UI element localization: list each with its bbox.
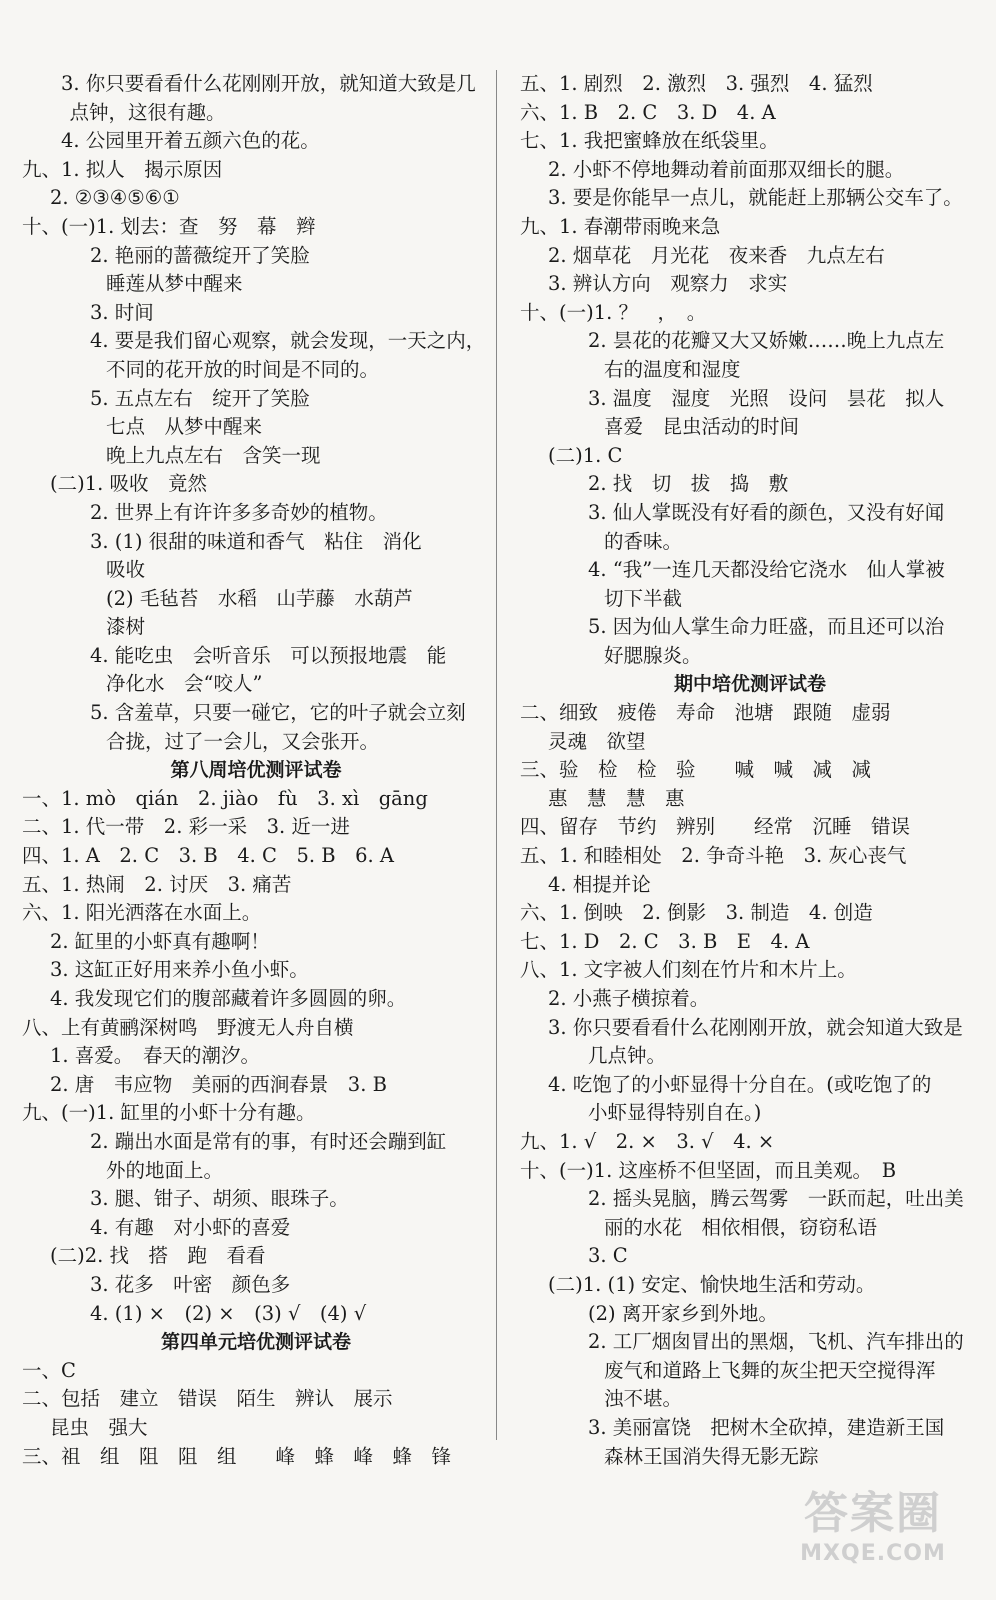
section-title: 第四单元培优测评试卷 — [160, 1331, 351, 1354]
answer-line: 浊不堪。 — [604, 1387, 683, 1411]
watermark-url: MXQE.COM — [800, 1541, 946, 1566]
answer-line: 丽的水花 相依相偎，窃窃私语 — [604, 1215, 878, 1239]
answer-line: 5. 五点左右 绽开了笑脸 — [90, 386, 310, 410]
answer-line: 3. 温度 湿度 光照 设问 昙花 拟人 — [588, 386, 945, 410]
answer-line: (二)2. 找 搭 跑 看看 — [50, 1244, 266, 1268]
answer-line: 2. 找 切 拔 捣 敷 — [588, 472, 789, 496]
answer-line: (二)1. 吸收 竟然 — [50, 472, 208, 496]
answer-line: 好腮腺炎。 — [604, 643, 702, 667]
answer-line: 3. 美丽富饶 把树木全砍掉，建造新王国 — [588, 1415, 945, 1439]
answer-line: 二、1. 代一带 2. 彩一采 3. 近一进 — [22, 815, 350, 839]
answer-line: 4. 吃饱了的小虾显得十分自在。(或吃饱了的 — [548, 1072, 932, 1096]
answer-line: 森林王国消失得无影无踪 — [604, 1444, 819, 1468]
answer-line: 4. 能吃虫 会听音乐 可以预报地震 能 — [90, 643, 447, 667]
answer-line: 3. 要是你能早一点儿，就能赶上那辆公交车了。 — [548, 186, 963, 210]
answer-line: 3. 这缸正好用来养小鱼小虾。 — [50, 958, 309, 982]
answer-line: 九、(一)1. 缸里的小虾十分有趣。 — [22, 1101, 316, 1125]
answer-line: 七点 从梦中醒来 — [106, 415, 263, 439]
answer-line: 2. 小虾不停地舞动着前面那双细长的腿。 — [548, 157, 905, 181]
answer-line: 九、1. 春潮带雨晚来急 — [520, 214, 721, 238]
answer-line: 2. 工厂烟囱冒出的黑烟，飞机、汽车排出的 — [588, 1330, 964, 1354]
answer-line: 5. 含羞草，只要一碰它，它的叶子就会立刻 — [90, 701, 466, 725]
answer-line: 4. 我发现它们的腹部藏着许多圆圆的卵。 — [50, 987, 407, 1010]
answer-line: 十、(一)1. 这座桥不但坚固，而且美观。 B — [520, 1158, 897, 1182]
answer-line: 2. 世界上有许许多多奇妙的植物。 — [90, 500, 388, 524]
answer-line: 漆树 — [106, 615, 146, 639]
answer-line: 七、1. 我把蜜蜂放在纸袋里。 — [520, 129, 779, 153]
answer-line: 3. 仙人掌既没有好看的颜色，又没有好闻 — [588, 500, 945, 524]
answer-line: 三、验 检 检 验 喊 喊 减 减 — [520, 758, 872, 782]
answer-line: 几点钟。 — [588, 1044, 667, 1068]
answer-line: 睡莲从梦中醒来 — [106, 272, 243, 296]
answer-line: 切下半截 — [604, 586, 683, 610]
answer-line: 4. 要是我们留心观察，就会发现，一天之内， — [90, 329, 486, 353]
answer-line: 2. 唐 韦应物 美丽的西涧春景 3. B — [50, 1072, 387, 1096]
answer-line: 五、1. 和睦相处 2. 争奇斗艳 3. 灰心丧气 — [520, 844, 907, 868]
answer-line: 二、细致 疲倦 寿命 池塘 跟随 虚弱 — [520, 701, 891, 725]
answer-line: 5. 因为仙人掌生命力旺盛，而且还可以治 — [588, 615, 945, 639]
answer-line: 2. ②③④⑤⑥① — [50, 186, 180, 210]
answer-line: 晚上九点左右 含笑一现 — [106, 443, 321, 467]
answer-line: 十、(一)1. 划去：查 努 幕 辫 — [22, 214, 316, 238]
answer-line: 五、1. 热闹 2. 讨厌 3. 痛苦 — [22, 872, 292, 896]
answer-line: 2. 缸里的小虾真有趣啊！ — [50, 929, 270, 953]
answer-line: 的香味。 — [604, 529, 683, 553]
left-column — [22, 70, 490, 1471]
answer-line: 六、1. 倒映 2. 倒影 3. 制造 4. 创造 — [520, 901, 873, 925]
answer-line: 九、1. 拟人 揭示原因 — [22, 157, 223, 181]
answer-line: 4. 公园里开着五颜六色的花。 — [22, 129, 320, 153]
answer-line: 九、1. √ 2. × 3. √ 4. × — [520, 1129, 775, 1153]
answer-line: 合拢，过了一会儿，又会张开。 — [106, 729, 380, 753]
answer-line: 4. (1) × (2) × (3) √ (4) √ — [90, 1301, 367, 1325]
right-column — [520, 70, 980, 1471]
answer-line: 2. 烟草花 月光花 夜来香 九点左右 — [548, 243, 885, 267]
answer-line: 灵魂 欲望 — [548, 729, 646, 753]
answer-line: 八、上有黄鹂深树鸣 野渡无人舟自横 — [22, 1015, 354, 1039]
answer-line: 3. 你只要看看什么花刚刚开放，就知道大致是几 — [22, 72, 476, 95]
answer-line: 2. 摇头晃脑，腾云驾雾 一跃而起，吐出美 — [588, 1187, 964, 1211]
answer-line: (二)1. (1) 安定、愉快地生活和劳动。 — [548, 1272, 876, 1296]
answer-line: 外的地面上。 — [106, 1158, 224, 1182]
answer-line: 2. 艳丽的蔷薇绽开了笑脸 — [90, 243, 310, 267]
watermark-title: 答案圈 — [804, 1488, 942, 1539]
answer-line: (二)1. C — [548, 443, 623, 467]
answer-line: 点钟，这很有趣。 — [50, 100, 226, 124]
answer-line: 3. 腿、钳子、胡须、眼珠子。 — [90, 1187, 349, 1211]
section-title: 期中培优测评试卷 — [673, 673, 826, 696]
answer-line: 四、1. A 2. C 3. B 4. C 5. B 6. A — [22, 844, 394, 868]
answer-line: 一、1. mò qián 2. jiào fù 3. xì gāng — [22, 786, 428, 810]
answer-line: 4. “我”一连几天都没给它浇水 仙人掌被 — [588, 558, 945, 582]
answer-line: 五、1. 剧烈 2. 激烈 3. 强烈 4. 猛烈 — [520, 72, 873, 95]
answer-line: 三、祖 组 阻 阻 组 峰 蜂 峰 蜂 锋 — [22, 1444, 452, 1468]
answer-line: 喜爱 昆虫活动的时间 — [604, 415, 800, 439]
answer-line: (2) 毛毡苔 水稻 山芋藤 水葫芦 — [106, 586, 413, 610]
answer-line: 废气和道路上飞舞的灰尘把天空搅得浑 — [604, 1358, 936, 1382]
section-title: 第八周培优测评试卷 — [170, 759, 342, 782]
answer-line: 吸收 — [106, 558, 146, 582]
answer-line: 2. 小燕子横掠着。 — [548, 987, 710, 1010]
answer-line: 2. 蹦出水面是常有的事，有时还会蹦到缸 — [90, 1129, 447, 1153]
answer-line: 3. 你只要看看什么花刚刚开放，就会知道大致是 — [548, 1015, 963, 1039]
column-divider — [496, 70, 497, 1440]
answer-line: 六、1. 阳光洒落在水面上。 — [22, 901, 262, 925]
answer-line: 昆虫 强大 — [50, 1415, 148, 1439]
answer-line: 4. 相提并论 — [548, 872, 651, 896]
answer-line: 惠 慧 慧 惠 — [548, 786, 685, 810]
answer-line: 不同的花开放的时间是不同的。 — [106, 357, 380, 381]
answer-line: 1. 喜爱。 春天的潮汐。 — [50, 1044, 261, 1068]
answer-line: 3. 辨认方向 观察力 求实 — [548, 272, 788, 296]
answer-line: 4. 有趣 对小虾的喜爱 — [90, 1215, 291, 1239]
answer-line: 净化水 会“咬人” — [106, 672, 263, 696]
answer-line: 小虾显得特别自在。) — [588, 1101, 762, 1125]
answer-line: 3. 时间 — [90, 300, 154, 324]
answer-line: 七、1. D 2. C 3. B E 4. A — [520, 929, 810, 953]
answer-line: (2) 离开家乡到外地。 — [588, 1301, 778, 1325]
answer-line: 八、1. 文字被人们刻在竹片和木片上。 — [520, 958, 857, 982]
answer-line: 3. 花多 叶密 颜色多 — [90, 1272, 291, 1296]
answer-line: 2. 昙花的花瓣又大又娇嫩……晚上九点左 — [588, 329, 945, 353]
answer-line: 3. (1) 很甜的味道和香气 粘住 消化 — [90, 529, 422, 553]
answer-line: 一、C — [22, 1358, 76, 1382]
answer-line: 十、(一)1. ？ ， 。 — [520, 300, 707, 324]
watermark-logo — [768, 1488, 978, 1578]
answer-line: 右的温度和湿度 — [604, 357, 741, 381]
answer-line: 六、1. B 2. C 3. D 4. A — [520, 100, 776, 124]
answer-line: 3. C — [588, 1244, 628, 1268]
answer-line: 四、留存 节约 辨别 经常 沉睡 错误 — [520, 815, 911, 839]
answer-line: 二、包括 建立 错误 陌生 辨认 展示 — [22, 1387, 393, 1411]
